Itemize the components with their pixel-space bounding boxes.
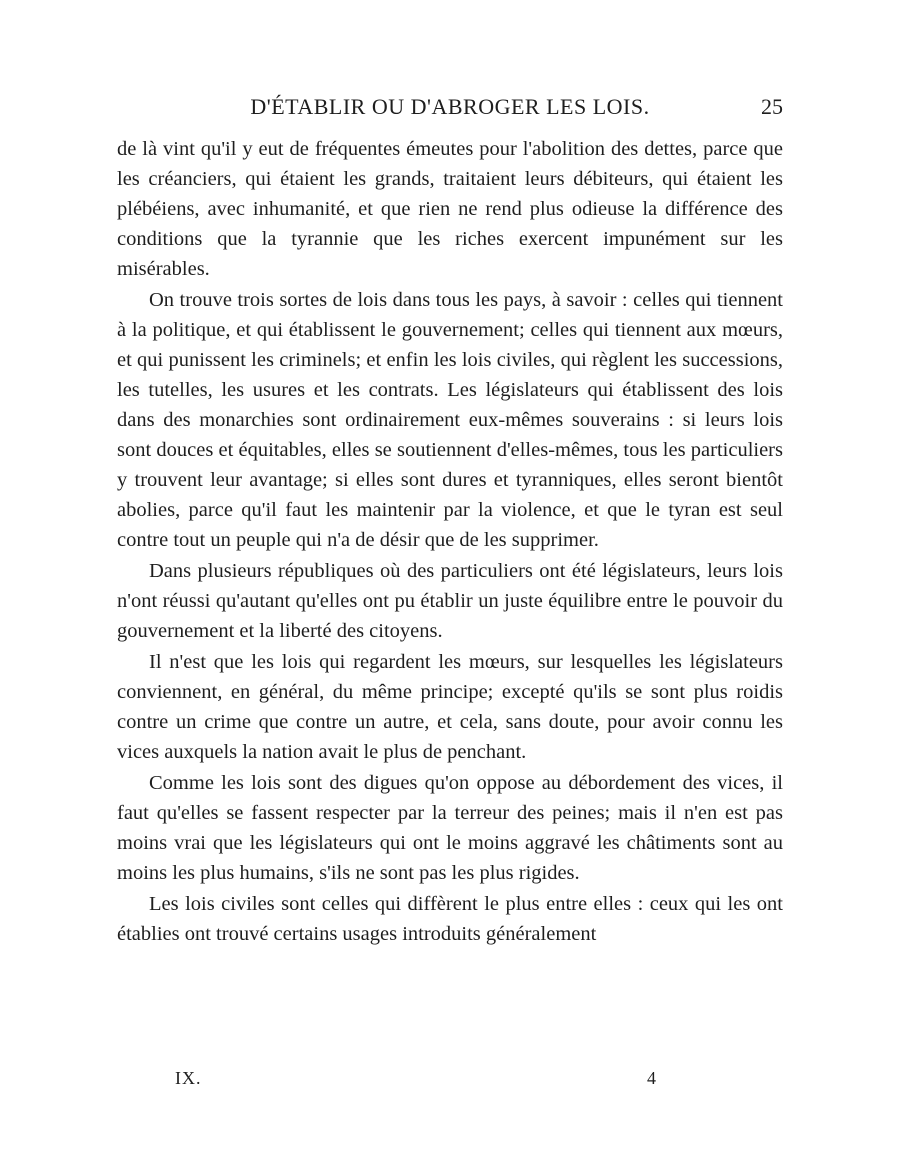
paragraph-continuation: de là vint qu'il y eut de fréquentes émeutes pour l'abolition des dettes, parce que les créanciers, qui étaient les grands, traitaient leurs débiteurs, qui étaient les plébéiens, avec inhumanité, et que rien ne rend plus odieuse la différence des conditions que la tyrannie que les riches exercent impunément sur les misérables. (117, 138, 783, 280)
paragraph-republics: Dans plusieurs républiques où des particuliers ont été législateurs, leurs lois n'ont réussi qu'autant qu'elles ont pu établir un juste équilibre entre le pouvoir du gouvernement et la liberté des citoyens. (117, 560, 783, 642)
paragraph-punishments: Comme les lois sont des digues qu'on oppose au débordement des vices, il faut qu'elles se fassent respecter par la terreur des peines; mais il n'en est pas moins vrai que les législateurs qui ont le moins aggravé les châtiments sont au moins les plus humains, s'ils ne sont pas les plus rigides. (117, 772, 783, 884)
page-footer (117, 1064, 783, 1092)
paragraph-types-of-laws: On trouve trois sortes de lois dans tous les pays, à savoir : celles qui tiennent à la politique, et qui établissent le gouvernement; celles qui tiennent aux mœurs, et qui punissent les criminels; et enfin les lois civiles, qui règlent les successions, les tutelles, les usures et les contrats. Les législateurs qui établissent des lois dans des monarchies sont ordinairement eux-mêmes souverains : si leurs lois sont douces et équitables, elles se soutiennent d'elles-mêmes, tous les particuliers y trouvent leur avantage; si elles sont dures et tyranniques, elles seront bientôt abolies, parce qu'il faut les maintenir par la violence, et que le tyran est seul contre tout un peuple qui n'a de désir que de les supprimer. (117, 289, 783, 551)
page-number: 25 (761, 94, 783, 119)
paragraph-morals-laws: Il n'est que les lois qui regardent les mœurs, sur lesquelles les législateurs conviennent, en général, du même principe; excepté qu'ils se sont plus roidis contre un crime que contre un autre, et cela, sans doute, pour avoir connu les vices auxquels la nation avait le plus de penchant. (117, 651, 783, 763)
running-title: D'ÉTABLIR OU D'ABROGER LES LOIS. (250, 94, 650, 119)
signature-number: 4 (647, 1068, 656, 1088)
signature-mark: IX. (175, 1068, 202, 1088)
body-text (117, 134, 783, 950)
running-head (117, 92, 783, 122)
paragraph-civil-laws: Les lois civiles sont celles qui diffèrent le plus entre elles : ceux qui les ont établies ont trouvé certains usages introduits généralement (117, 893, 783, 945)
